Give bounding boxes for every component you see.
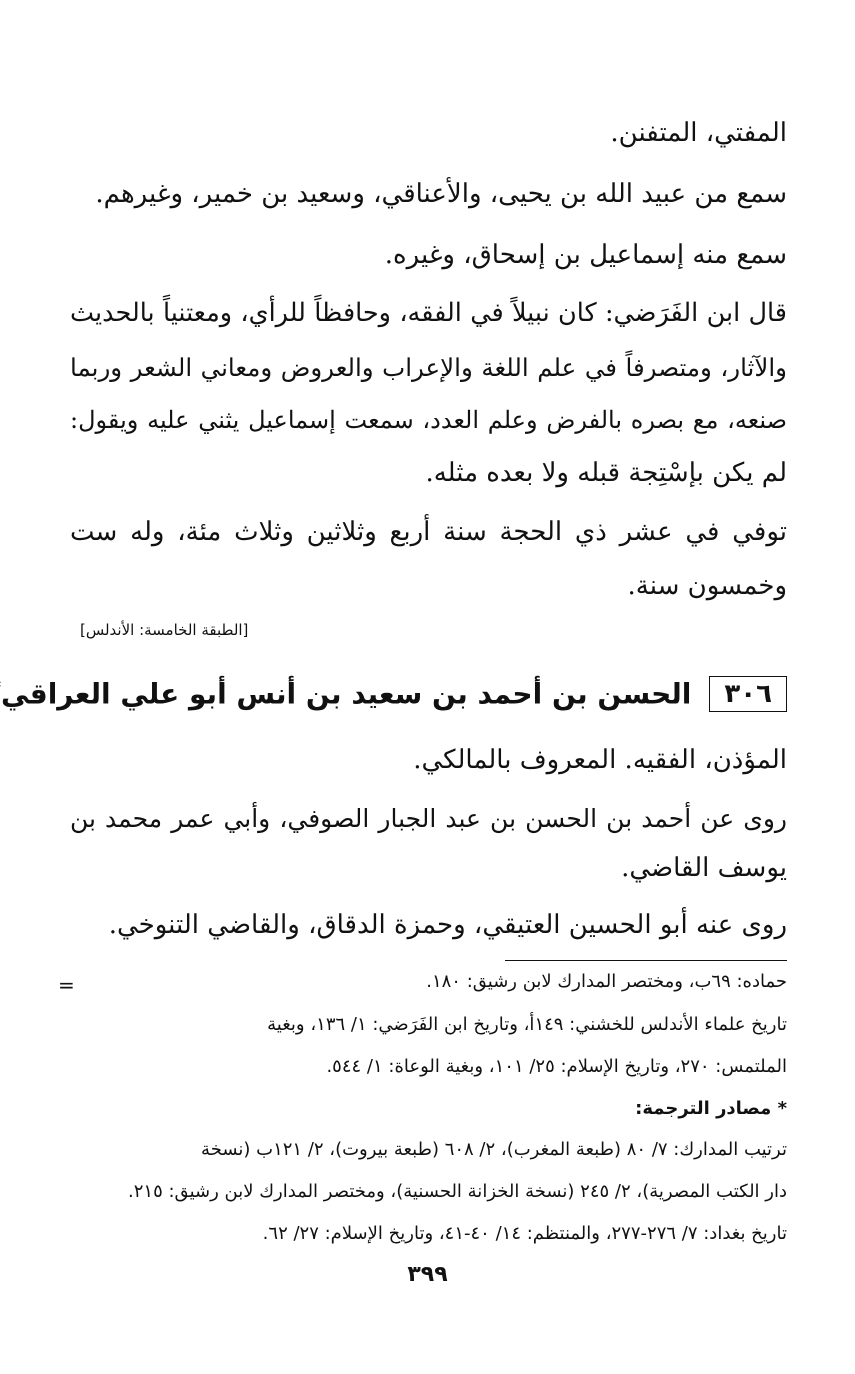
entry-title-text: الحسن بن أحمد بن سعيد بن أنس أبو علي العراقي bbox=[1, 677, 692, 711]
body-line: لم يكن بإسْتِجة قبله ولا بعده مثله. bbox=[425, 458, 787, 488]
footnote-separator bbox=[505, 960, 787, 961]
body-line: والآثار، ومتصرفاً في علم اللغة والإعراب والعروض ومعاني الشعر وربما bbox=[70, 353, 787, 382]
footnote-sources-heading: * مصادر الترجمة: bbox=[635, 1098, 787, 1119]
footnote-line: تاريخ بغداد: ٧/ ٢٧٦-٢٧٧، والمنتظم: ١٤/ ٤٠-٤١، وتاريخ الإسلام: ٢٧/ ٦٢. bbox=[262, 1223, 787, 1244]
entry-line: يوسف القاضي. bbox=[621, 853, 787, 883]
footnote-line: ترتيب المدارك: ٧/ ٨٠ (طبعة المغرب)، ٢/ ٦٠٨ (طبعة بيروت)، ٢/ ١٢١ب (نسخة bbox=[201, 1139, 787, 1160]
body-line: سمع منه إسماعيل بن إسحاق، وغيره. bbox=[384, 240, 787, 270]
entry-line: روى عنه أبو الحسين العتيقي، وحمزة الدقاق، والقاضي التنوخي. bbox=[108, 910, 787, 940]
body-line: سمع من عبيد الله بن يحيى، والأعناقي، وسعيد بن خمير، وغيرهم. bbox=[95, 179, 787, 209]
running-header: [الطبقة الخامسة: الأندلس] bbox=[80, 621, 249, 639]
body-line: وخمسون سنة. bbox=[627, 571, 787, 601]
entry-line: روى عن أحمد بن الحسن بن عبد الجبار الصوفي، وأبي عمر محمد بن bbox=[70, 804, 787, 833]
body-line: قال ابن الفَرَضي: كان نبيلاً في الفقه، وحافظاً للرأي، ومعتنياً بالحديث bbox=[70, 298, 787, 328]
entry-number-box: ٣٠٦ bbox=[709, 676, 787, 712]
footnote-line: حماده: ٦٩ب، ومختصر المدارك لابن رشيق: ١٨٠. bbox=[426, 971, 787, 992]
entry-line: المؤذن، الفقيه. المعروف بالمالكي. bbox=[413, 745, 787, 775]
footnote-continuation-mark: = bbox=[58, 973, 75, 997]
footnote-line: دار الكتب المصرية)، ٢/ ٢٤٥ (نسخة الخزانة الحسنية)، ومختصر المدارك لابن رشيق: ٢١٥. bbox=[128, 1181, 787, 1202]
footnote-line: تاريخ علماء الأندلس للخشني: ١٤٩أ، وتاريخ ابن الفَرَضي: ١/ ١٣٦، وبغية bbox=[267, 1014, 787, 1035]
page-number: ٣٩٩ bbox=[407, 1262, 448, 1287]
body-line: توفي في عشر ذي الحجة سنة أربع وثلاثين وثلاث مئة، وله ست bbox=[70, 517, 787, 547]
entry-title bbox=[0, 677, 691, 710]
footnote-line: الملتمس: ٢٧٠، وتاريخ الإسلام: ٢٥/ ١٠١، وبغية الوعاة: ١/ ٥٤٤. bbox=[326, 1056, 787, 1077]
body-line: صنعه، مع بصره بالفرض وعلم العدد، سمعت إسماعيل يثني عليه ويقول: bbox=[70, 406, 787, 434]
body-line: المفتي، المتفنن. bbox=[610, 118, 787, 148]
entry-heading bbox=[0, 674, 787, 714]
